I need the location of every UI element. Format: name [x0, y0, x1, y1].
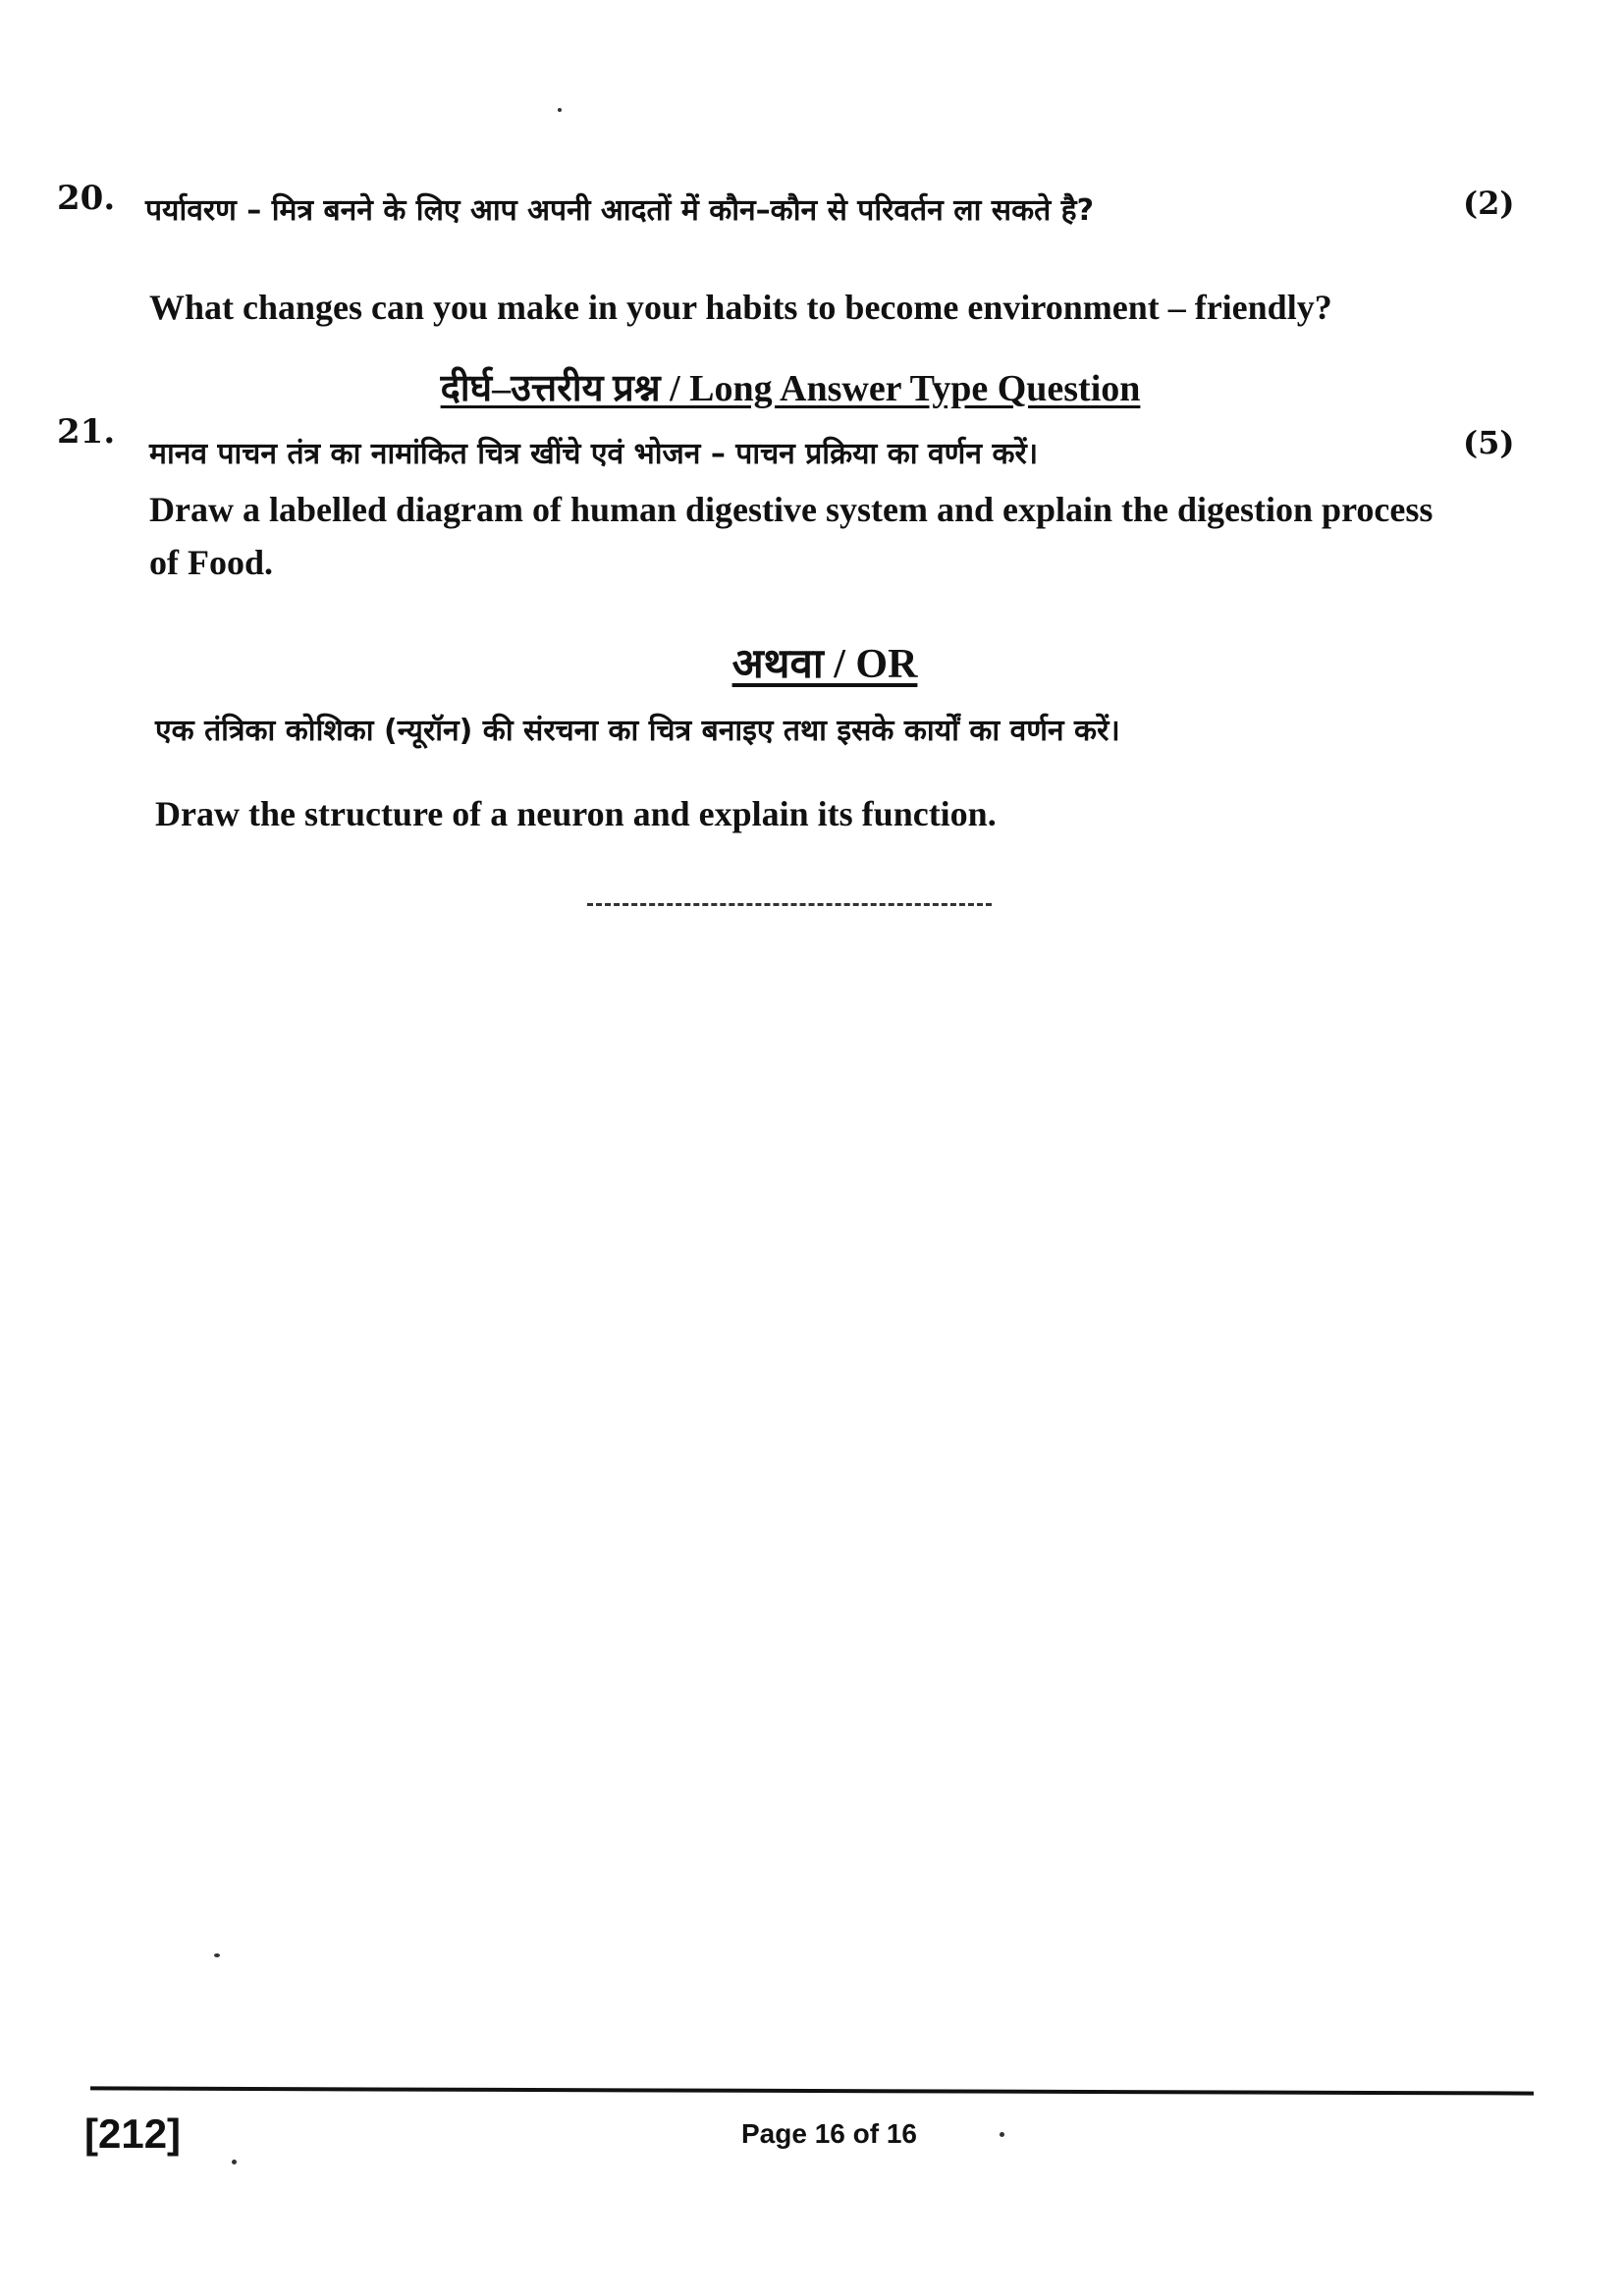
end-of-paper-dashed-line [587, 903, 992, 906]
section-heading-long-answer: दीर्घ–उत्तरीय प्रश्न / Long Answer Type Question [440, 368, 1141, 409]
alternative-hindi-text: एक तंत्रिका कोशिका (न्यूरॉन) की संरचना का चित्र बनाइए तथा इसके कार्यों का वर्णन करें। [155, 714, 1120, 748]
page-number: Page 16 of 16 [741, 2118, 917, 2149]
scan-speck [214, 1953, 220, 1957]
scan-speck [558, 108, 562, 112]
question-20-marks: (2) [1463, 185, 1515, 222]
question-21-number: 21. [57, 412, 116, 452]
question-20-number: 20. [57, 179, 116, 218]
paper-code: [212] [84, 2110, 182, 2157]
question-21-english-line2: of Food. [149, 543, 273, 582]
question-21-marks: (5) [1463, 424, 1515, 461]
question-20-english-text: What changes can you make in your habits to become environment – friendly? [149, 288, 1332, 327]
alternative-english-text: Draw the structure of a neuron and explain its function. [155, 794, 997, 833]
footer-rule [90, 2086, 1534, 2095]
question-21-english-line1: Draw a labelled diagram of human digestive system and explain the digestion process [149, 490, 1434, 529]
or-heading: अथवा / OR [731, 642, 918, 687]
question-21-hindi-text: मानव पाचन तंत्र का नामांकित चित्र खींचे एवं भोजन – पाचन प्रक्रिया का वर्णन करें। [149, 437, 1039, 471]
scan-speck [1000, 2132, 1004, 2137]
scan-speck [232, 2160, 237, 2164]
question-20-hindi-text: पर्यावरण – मित्र बनने के लिए आप अपनी आदतों में कौन–कौन से परिवर्तन ला सकते है? [145, 193, 1095, 228]
